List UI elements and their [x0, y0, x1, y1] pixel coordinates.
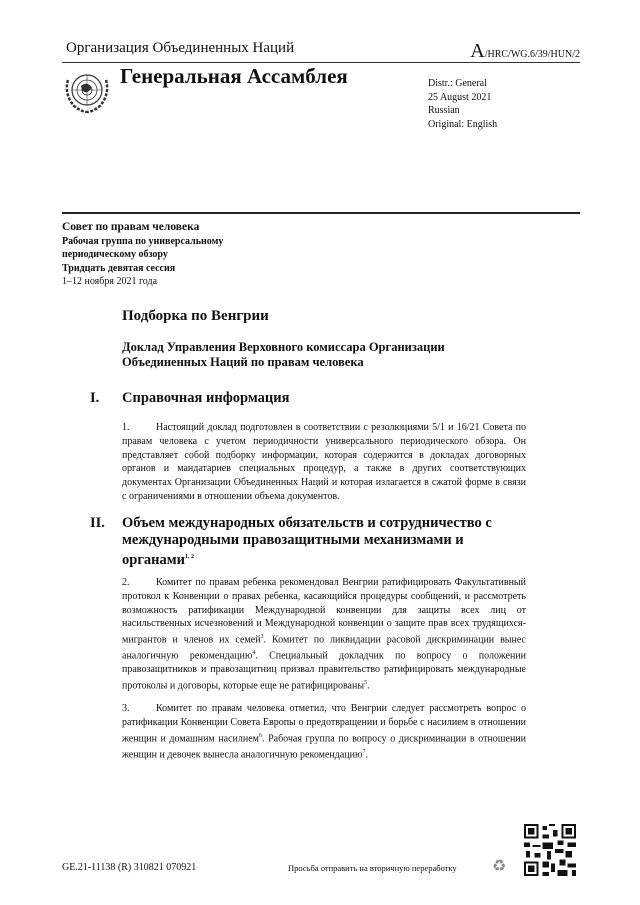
paragraph-number: 1.: [122, 422, 130, 433]
paragraph-text: . Специальный докладчик по вопросу о положении правозащитников и правозащитниц призвал правительство ратифицировать международные протоколы и договоры, которые еще не ратифицированы: [122, 650, 526, 692]
paragraph-2: [122, 576, 526, 693]
paragraph-text: . Комитет по ликвидации расовой дискриминации вынес аналогичную рекомендацию: [122, 634, 526, 662]
language-line: Russian: [428, 105, 460, 116]
section-number: II.: [90, 515, 105, 531]
date-line: 25 August 2021: [428, 91, 492, 103]
paragraph-number: 3.: [122, 703, 130, 714]
job-number: GE.21-11138 (R) 310821 070921: [62, 862, 197, 873]
working-group-line1: Рабочая группа по универсальному: [62, 235, 224, 247]
document-symbol: [470, 40, 580, 63]
footnote-ref[interactable]: 4: [252, 650, 256, 657]
session: Тридцать девятая сессия: [62, 262, 176, 274]
un-emblem-icon: [62, 66, 112, 116]
symbol-rest: /HRC/WG.6/39/HUN/2: [484, 49, 580, 60]
qr-code-icon: [524, 824, 576, 876]
section-title: Справочная информация: [122, 390, 290, 406]
paragraph-number: 2.: [122, 577, 130, 588]
paragraph-3: [122, 702, 526, 762]
paragraph-1: [122, 421, 526, 504]
section-heading-2: [90, 515, 522, 569]
footnote-ref[interactable]: 3: [260, 634, 264, 641]
symbol-letter: A: [470, 40, 485, 62]
recycle-note: Просьба отправить на вторичную переработку: [288, 863, 457, 873]
paragraph-text: . Рабочая группа по вопросу о дискриминации в отношении женщин и девочек вынесла аналогичную рекомендацию: [122, 732, 526, 761]
session-dates: 1–12 ноября 2021 года: [62, 276, 158, 287]
section-number: I.: [90, 390, 100, 406]
paragraph-text: .: [365, 749, 368, 761]
working-group-line2: периодическому обзору: [62, 249, 168, 260]
paragraph-text: Комитет по правам человека отметил, что Венгрии следует рассмотреть вопрос о ратификации Конвенции Совета Европы о предотвращении и борьбе с насилием в отношении женщин и домашним насилием: [122, 703, 526, 744]
section-title: Объем международных обязательств и сотрудничество с международными правозащитными механизмами и органами: [122, 515, 492, 568]
paragraph-text: Настоящий доклад подготовлен в соответствии с резолюциями 5/1 и 16/21 Совета по правам человека с учетом периодичности универсального периодического обзора. Он представляет собой подборку информации, которая содержится в докладах договорных органов и мандатариев специальных процедур, а также в других соответствующих документах Организации Объединенных Наций и которая излагается в сжатой форме в связи с ограничениями в отношении объема документов.: [122, 422, 526, 502]
thick-divider: [62, 212, 580, 214]
recycle-icon: ♻: [492, 858, 507, 875]
distribution-block: [428, 77, 497, 131]
document-subtitle: Доклад Управления Верховного комиссара Организации Объединенных Наций по правам человека: [122, 340, 445, 369]
footnote-ref[interactable]: 6: [259, 732, 263, 739]
section-heading-1: [90, 390, 522, 407]
footnote-ref[interactable]: 5: [364, 680, 368, 687]
header-divider: [62, 62, 580, 63]
original-language-line: Original: English: [428, 118, 498, 130]
paragraph-text: .: [367, 680, 370, 692]
distribution-line: Distr.: General: [428, 78, 487, 89]
council-name: Совет по правам человека: [62, 221, 200, 233]
footnote-ref[interactable]: 1, 2: [184, 554, 194, 560]
organization-name: Организация Объединенных Наций: [66, 40, 295, 56]
council-block: [62, 221, 223, 289]
footnote-ref[interactable]: 7: [362, 748, 366, 755]
document-title: Подборка по Венгрии: [122, 308, 269, 324]
paragraph-text: Комитет по правам ребенка рекомендовал Венгрии ратифицировать Факультативный протокол к Конвенции о правах ребенка, касающийся процедуры сообщений, и рассмотреть возможность ратификации Международной конвенции для защиты всех лиц от насильственных исчезновений и Международной конвенции о защите прав всех трудящихся-мигрантов и членов их семей: [122, 577, 526, 646]
general-assembly-title: Генеральная Ассамблея: [120, 64, 348, 88]
